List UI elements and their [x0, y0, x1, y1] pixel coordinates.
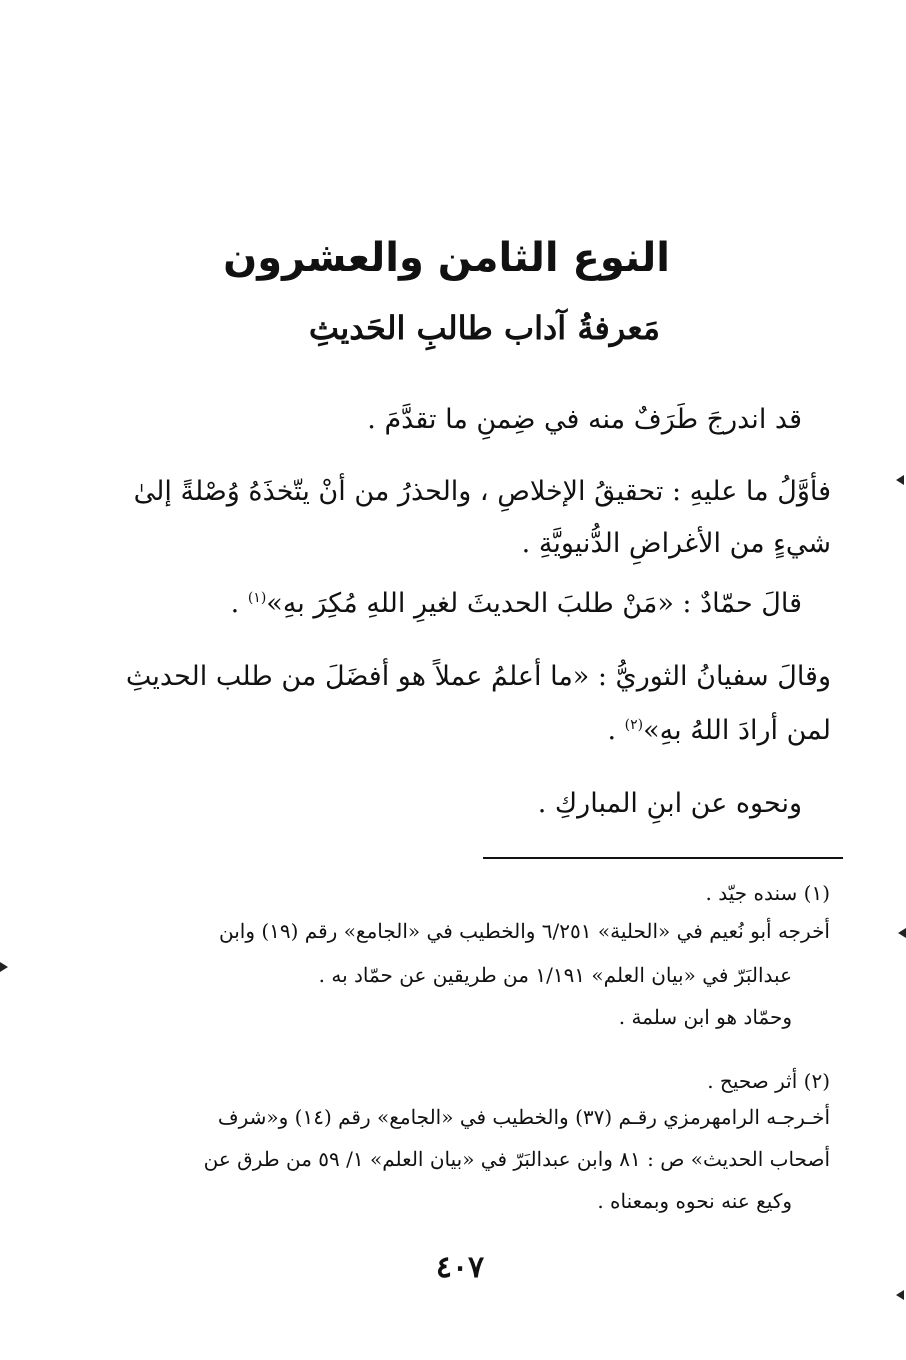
chapter-subtitle: مَعرفةُ آداب طالبِ الحَديثِ — [308, 309, 660, 347]
chapter-title: النوع الثامن والعشرون — [223, 235, 670, 281]
scan-margin-mark — [896, 1290, 904, 1300]
line-end-punctuation: . — [230, 588, 248, 619]
body-line-4 — [231, 582, 802, 626]
page-number: ٤٠٧ — [435, 1250, 485, 1285]
scan-margin-mark — [898, 928, 906, 938]
footnote-1-line-1: أخرجه أبو نُعيم في «الحلية» ٦/٢٥١ والخطيب في «الجامع» رقم (١٩) وابن — [218, 919, 830, 943]
thawri-quote-end: لمن أرادَ اللهُ بهِ» — [643, 715, 831, 746]
scan-margin-mark — [896, 475, 904, 485]
body-line-7: ونحوه عن ابنِ المباركِ . — [537, 788, 802, 819]
body-line-1: قد اندرجَ طَرَفٌ منه في ضِمنِ ما تقدَّمَ . — [367, 404, 802, 435]
body-line-3: شيءٍ من الأغراضِ الدُّنيويَّةِ . — [521, 528, 831, 559]
footnote-1-line-2: عبدالبَرّ في «بيان العلم» ١/١٩١ من طريقين عن حمّاد به . — [318, 963, 792, 987]
footnote-2-line-1: أخـرجـه الرامهرمزي رقـم (٣٧) والخطيب في «الجامع» رقم (١٤) و«شرف — [217, 1105, 830, 1129]
footnote-ref-2: (٢) — [624, 717, 644, 733]
body-line-5: وقالَ سفيانُ الثوريُّ : «ما أعلمُ عملاً هو أفضَلَ من طلب الحديثِ — [125, 661, 831, 692]
footnote-2-line-3: وكيع عنه نحوه وبمعناه . — [597, 1189, 792, 1213]
footnote-1-heading: (١) سنده جيّد . — [705, 881, 830, 905]
scan-margin-mark — [0, 962, 8, 972]
body-line-2: فأوَّلُ ما عليهِ : تحقيقُ الإخلاصِ ، والحذرُ من أنْ يتّخذَهُ وُصْلةً إلىٰ — [133, 476, 831, 507]
hammad-quote: قالَ حمّادٌ : «مَنْ طلبَ الحديثَ لغيرِ اللهِ مُكِرَ بهِ» — [266, 588, 802, 619]
footnote-ref-1: (١) — [247, 590, 267, 606]
footnote-2-line-2: أصحاب الحديث» ص : ٨١ وابن عبدالبَرّ في «بيان العلم» ١/ ٥٩ من طرق عن — [203, 1147, 830, 1171]
footnote-2-heading: (٢) أثر صحيح . — [707, 1069, 830, 1093]
footnote-1-line-3: وحمّاد هو ابن سلمة . — [618, 1005, 792, 1029]
body-line-6 — [608, 709, 832, 753]
footnote-divider — [483, 857, 843, 859]
line-end-punctuation: . — [607, 715, 625, 746]
